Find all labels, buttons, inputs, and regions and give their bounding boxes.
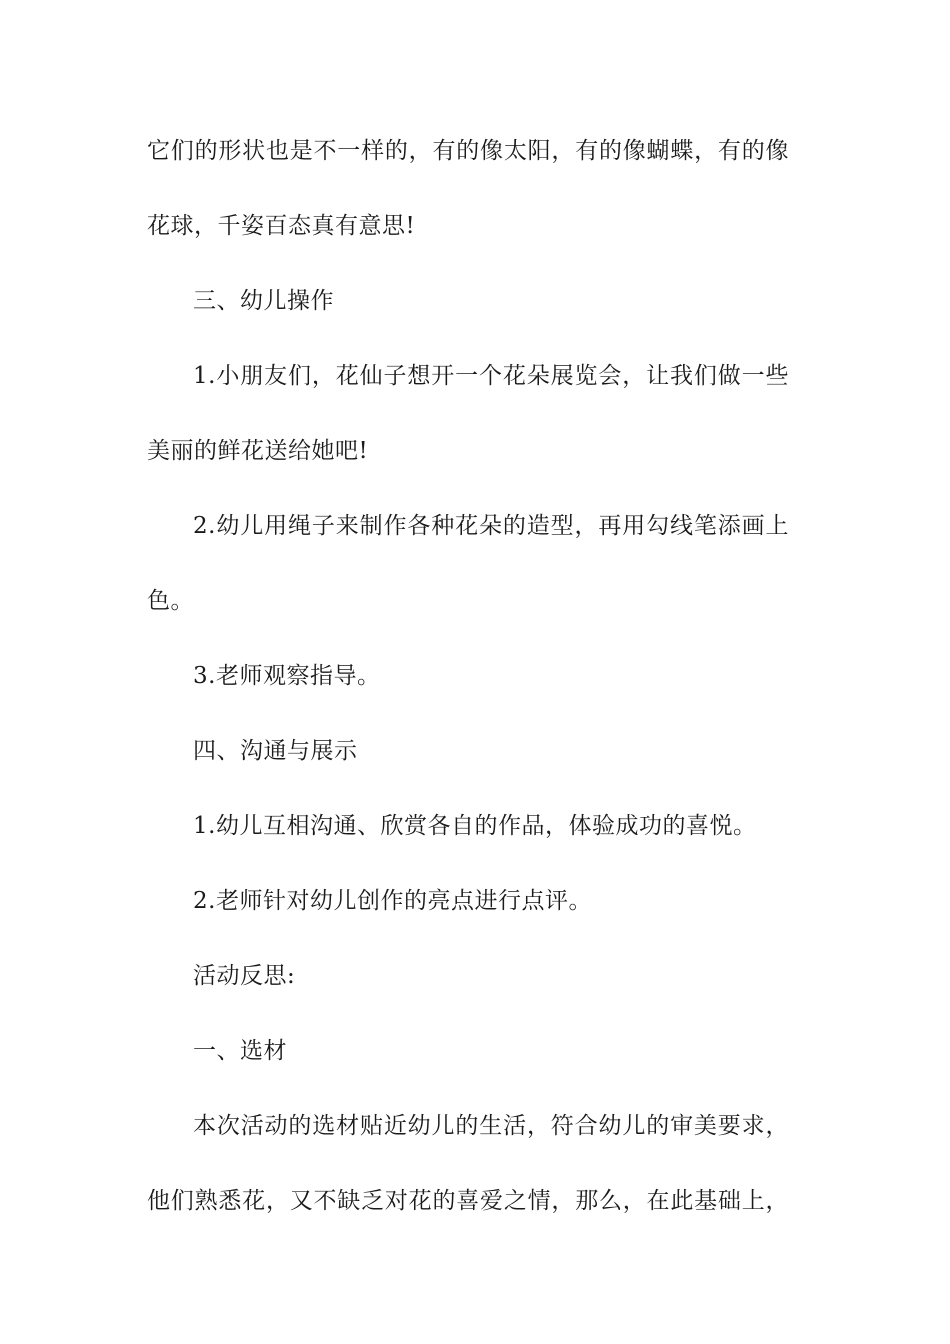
section-heading: 一、选材 (193, 1038, 287, 1064)
section-heading: 活动反思: (193, 963, 296, 989)
body-text-line: 本次活动的选材贴近幼儿的生活，符合幼儿的审美要求， (193, 1113, 789, 1139)
list-item: 2.老师针对幼儿创作的亮点进行点评。 (193, 888, 592, 914)
section-heading: 四、沟通与展示 (193, 738, 358, 764)
list-item: 2.幼儿用绳子来制作各种花朵的造型，再用勾线笔添画上 (193, 513, 789, 539)
list-item: 1.幼儿互相沟通、欣赏各自的作品，体验成功的喜悦。 (193, 813, 757, 839)
body-text-line: 它们的形状也是不一样的，有的像太阳，有的像蝴蝶，有的像 (147, 138, 789, 164)
section-heading: 三、幼儿操作 (193, 288, 334, 314)
list-item: 1.小朋友们，花仙子想开一个花朵展览会，让我们做一些 (193, 363, 789, 389)
body-text-line: 色。 (147, 588, 194, 614)
body-text-line: 花球，千姿百态真有意思! (147, 213, 416, 239)
body-text-line: 美丽的鲜花送给她吧! (147, 438, 369, 464)
list-item: 3.老师观察指导。 (193, 663, 381, 689)
body-text-line: 他们熟悉花，又不缺乏对花的喜爱之情，那么，在此基础上， (147, 1188, 789, 1214)
